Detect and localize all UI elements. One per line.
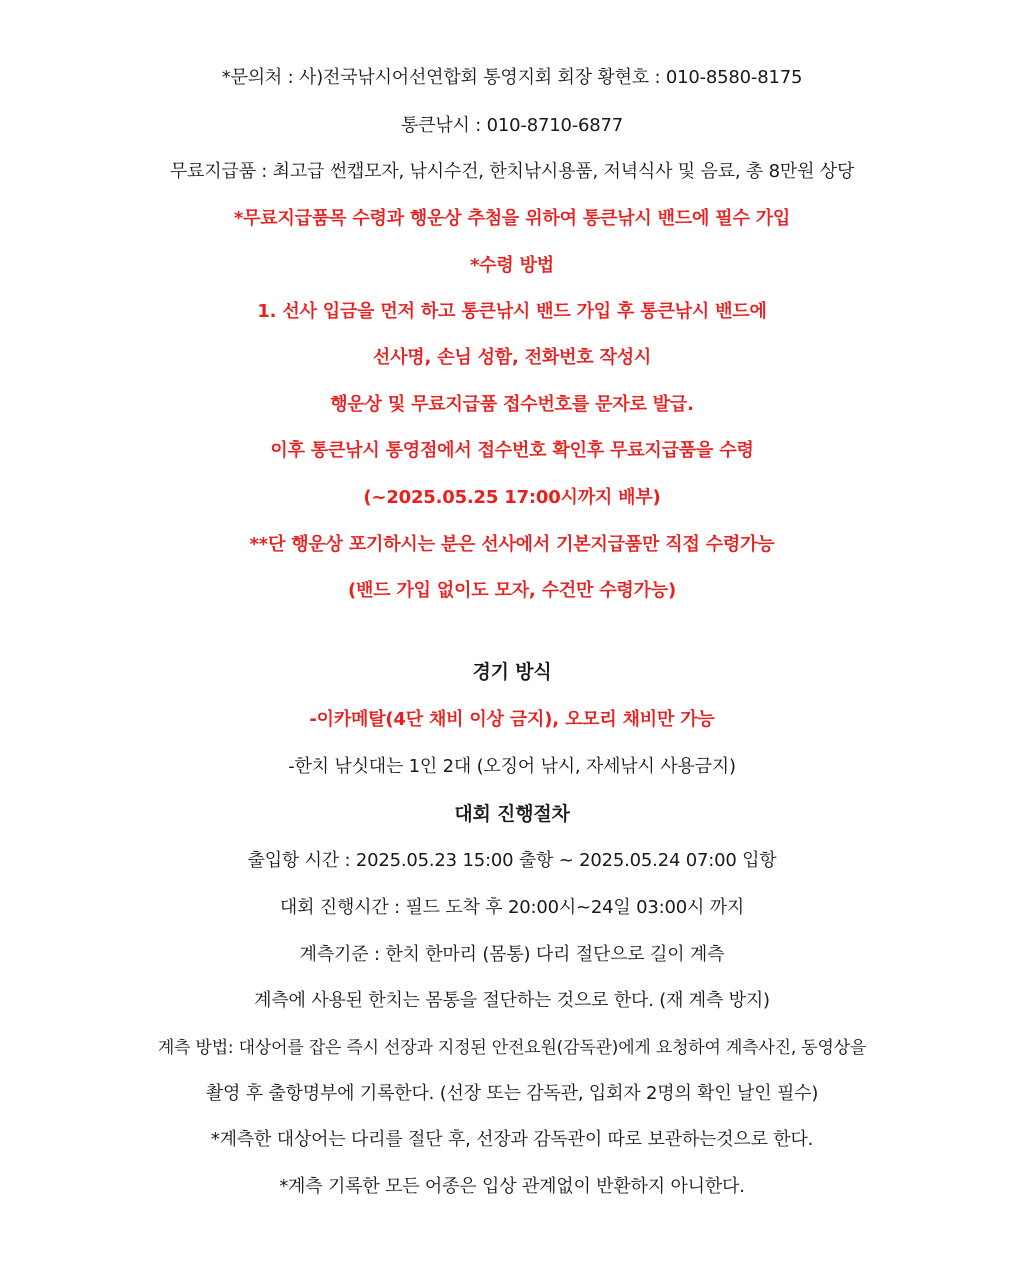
match-rule-line: -한치 낚싯대는 1인 2대 (오징어 낚시, 자세낚시 사용금지) [288,756,736,777]
notice-line: (~2025.05.25 17:00시까지 배부) [363,487,661,508]
free-items-line: 무료지급품 : 최고급 썬캡모자, 낚시수건, 한치낚시용품, 저녁식사 및 음료, 총 8만원 상당 [169,161,855,182]
procedure-line: *계측한 대상어는 다리를 절단 후, 선장과 감독관이 따로 보관하는것으로 한다. [210,1129,814,1150]
procedure-line: 촬영 후 출항명부에 기록한다. (선장 또는 감독관, 입회자 2명의 확인 날인 필수) [205,1083,819,1104]
notice-line: 이후 통큰낚시 통영점에서 접수번호 확인후 무료지급품을 수령 [270,440,754,461]
procedure-line: 계측에 사용된 한치는 몸통을 절단하는 것으로 한다. (재 계측 방지) [254,990,770,1011]
shop-contact-line: 통큰낚시 : 010-8710-6877 [400,115,624,136]
procedure-line: 출입항 시간 : 2025.05.23 15:00 출항 ~ 2025.05.24 07:00 입항 [247,850,777,871]
contact-line: *문의처 : 사)전국낚시어선연합회 통영지회 회장 황현호 : 010-8580-8175 [221,67,803,88]
notice-line: (밴드 가입 없이도 모자, 수건만 수령가능) [347,580,677,601]
match-rule-line: -이카메탈(4단 채비 이상 금지), 오모리 채비만 가능 [309,709,715,730]
procedure-heading: 대회 진행절차 [454,803,570,825]
notice-line: 1. 선사 입금을 먼저 하고 통큰낚시 밴드 가입 후 통큰낚시 밴드에 [257,301,767,322]
notice-line: 선사명, 손님 성함, 전화번호 작성시 [372,347,652,368]
procedure-line: 계측기준 : 한치 한마리 (몸통) 다리 절단으로 길이 계측 [299,944,725,965]
notice-line: *수령 방법 [469,255,555,276]
notice-line: *무료지급품목 수령과 행운상 추첨을 위하여 통큰낚시 밴드에 필수 가입 [233,208,791,229]
procedure-line: 계측 방법: 대상어를 잡은 즉시 선장과 지정된 안전요원(감독관)에게 요청하여 계측사진, 동영상을 [157,1038,867,1058]
procedure-line: 대회 진행시간 : 필드 도착 후 20:00시~24일 03:00시 까지 [279,897,745,918]
notice-line: **단 행운상 포기하시는 분은 선사에서 기본지급품만 직접 수령가능 [249,534,775,555]
match-method-heading: 경기 방식 [472,661,552,683]
notice-line: 행운상 및 무료지급품 접수번호를 문자로 발급. [330,394,694,415]
procedure-line: *계측 기록한 모든 어종은 입상 관계없이 반환하지 아니한다. [279,1176,745,1197]
